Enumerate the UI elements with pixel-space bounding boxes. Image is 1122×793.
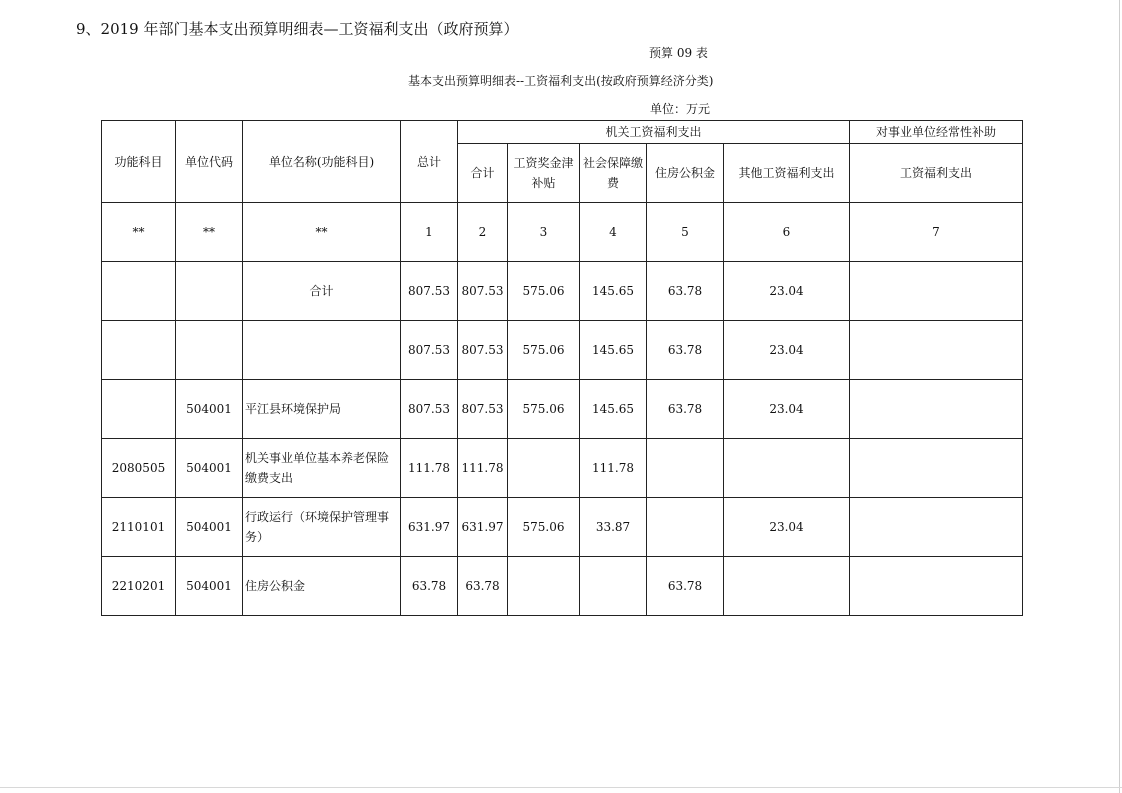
index-cell: 3: [508, 203, 580, 262]
cell-total: 807.53: [401, 262, 458, 321]
header-unit-code: 单位代码: [176, 121, 243, 203]
table-subtitle: 基本支出预算明细表--工资福利支出(按政府预算经济分类): [408, 74, 714, 88]
cell-salary: [508, 557, 580, 616]
header-subsidy-welfare: 工资福利支出: [850, 144, 1023, 203]
table-code: 预算 09 表: [649, 46, 708, 60]
cell-housing-fund: 63.78: [647, 557, 724, 616]
cell-unit-code: [176, 262, 243, 321]
table-row: [102, 557, 1023, 616]
cell-housing-fund: [647, 439, 724, 498]
cell-subsidy-welfare: [850, 557, 1023, 616]
cell-subtotal: 631.97: [458, 498, 508, 557]
index-row: [102, 203, 1023, 262]
cell-housing-fund: 63.78: [647, 262, 724, 321]
table-body: [102, 121, 1023, 616]
header-row-1: [102, 121, 1023, 144]
index-cell: 2: [458, 203, 508, 262]
index-cell: **: [243, 203, 401, 262]
cell-func-subject: 2080505: [102, 439, 176, 498]
cell-unit-name: 合计: [243, 262, 401, 321]
header-subtotal: 合计: [458, 144, 508, 203]
cell-subtotal: 63.78: [458, 557, 508, 616]
cell-func-subject: [102, 321, 176, 380]
cell-subsidy-welfare: [850, 498, 1023, 557]
cell-subsidy-welfare: [850, 321, 1023, 380]
table-row: [102, 321, 1023, 380]
cell-unit-code: 504001: [176, 557, 243, 616]
cell-unit-name: 住房公积金: [243, 557, 401, 616]
cell-total: 63.78: [401, 557, 458, 616]
page-edge-right: [1119, 0, 1120, 793]
page-edge-bottom: [0, 787, 1122, 788]
header-social-security: 社会保障缴费: [580, 144, 647, 203]
cell-other-welfare: 23.04: [724, 380, 850, 439]
cell-housing-fund: [647, 498, 724, 557]
cell-func-subject: [102, 262, 176, 321]
header-func-subject: 功能科目: [102, 121, 176, 203]
cell-func-subject: [102, 380, 176, 439]
cell-unit-code: 504001: [176, 439, 243, 498]
index-cell: 1: [401, 203, 458, 262]
cell-social-security: 145.65: [580, 380, 647, 439]
header-other-welfare: 其他工资福利支出: [724, 144, 850, 203]
table-row: [102, 380, 1023, 439]
cell-unit-code: 504001: [176, 380, 243, 439]
cell-subsidy-welfare: [850, 439, 1023, 498]
cell-unit-name: 机关事业单位基本养老保险缴费支出: [243, 439, 401, 498]
cell-other-welfare: 23.04: [724, 321, 850, 380]
cell-social-security: 145.65: [580, 262, 647, 321]
cell-subtotal: 807.53: [458, 262, 508, 321]
cell-salary: 575.06: [508, 321, 580, 380]
cell-func-subject: 2210201: [102, 557, 176, 616]
cell-subtotal: 807.53: [458, 321, 508, 380]
cell-total: 111.78: [401, 439, 458, 498]
index-cell: 7: [850, 203, 1023, 262]
cell-salary: 575.06: [508, 262, 580, 321]
cell-salary: [508, 439, 580, 498]
cell-total: 807.53: [401, 321, 458, 380]
header-total: 总计: [401, 121, 458, 203]
cell-subtotal: 807.53: [458, 380, 508, 439]
cell-other-welfare: 23.04: [724, 498, 850, 557]
index-cell: **: [102, 203, 176, 262]
cell-total: 807.53: [401, 380, 458, 439]
cell-unit-code: [176, 321, 243, 380]
budget-table: [101, 120, 1023, 616]
cell-social-security: 111.78: [580, 439, 647, 498]
cell-subsidy-welfare: [850, 262, 1023, 321]
cell-housing-fund: 63.78: [647, 380, 724, 439]
header-subsidy-group: 对事业单位经常性补助: [850, 121, 1023, 144]
cell-func-subject: 2110101: [102, 498, 176, 557]
cell-subsidy-welfare: [850, 380, 1023, 439]
cell-unit-name: 平江县环境保护局: [243, 380, 401, 439]
header-housing-fund: 住房公积金: [647, 144, 724, 203]
cell-social-security: [580, 557, 647, 616]
cell-total: 631.97: [401, 498, 458, 557]
index-cell: 4: [580, 203, 647, 262]
unit-label: 单位：万元: [650, 102, 711, 116]
cell-subtotal: 111.78: [458, 439, 508, 498]
cell-other-welfare: [724, 557, 850, 616]
cell-salary: 575.06: [508, 380, 580, 439]
header-unit-name: 单位名称(功能科目): [243, 121, 401, 203]
cell-housing-fund: 63.78: [647, 321, 724, 380]
cell-other-welfare: 23.04: [724, 262, 850, 321]
cell-social-security: 33.87: [580, 498, 647, 557]
document-heading: 9、2019 年部门基本支出预算明细表—工资福利支出（政府预算）: [76, 20, 519, 38]
cell-unit-code: 504001: [176, 498, 243, 557]
cell-unit-name: 行政运行（环境保护管理事务）: [243, 498, 401, 557]
cell-salary: 575.06: [508, 498, 580, 557]
header-salary: 工资奖金津补贴: [508, 144, 580, 203]
table-row: [102, 262, 1023, 321]
cell-social-security: 145.65: [580, 321, 647, 380]
header-agency-group: 机关工资福利支出: [458, 121, 850, 144]
table-row: [102, 439, 1023, 498]
table-row: [102, 498, 1023, 557]
cell-other-welfare: [724, 439, 850, 498]
index-cell: **: [176, 203, 243, 262]
index-cell: 6: [724, 203, 850, 262]
index-cell: 5: [647, 203, 724, 262]
cell-unit-name: [243, 321, 401, 380]
